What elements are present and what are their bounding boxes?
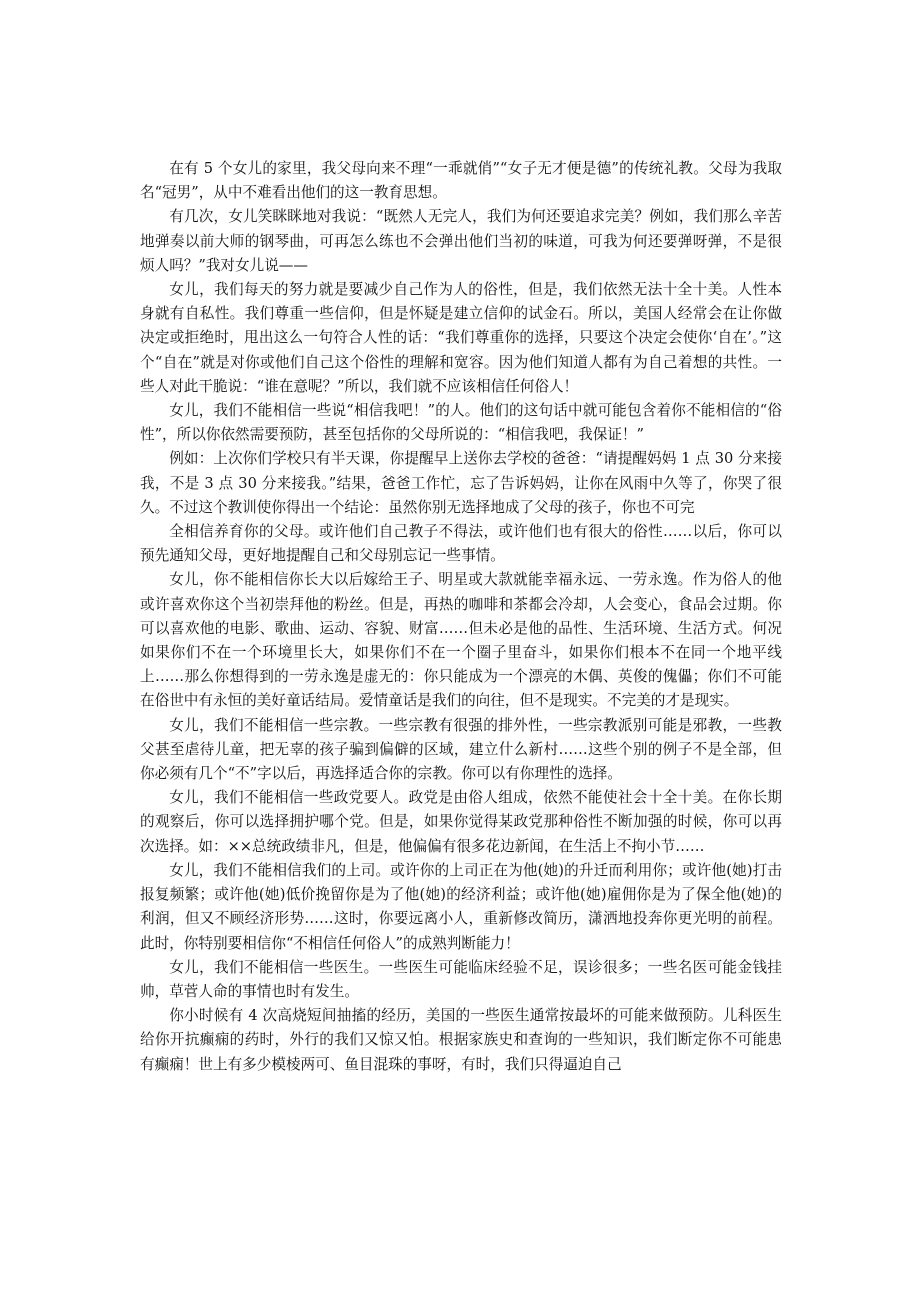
- paragraph-3: 女儿，我们每天的努力就是要减少自己作为人的俗性，但是，我们依然无法十全十美。人性本身就有自私性。我们尊重一些信仰，但是怀疑是建立信仰的试金石。所以，美国人经常会在让你做决定或拒绝时，甩出这么一句符合人性的话：“我们尊重你的选择，只要这个决定会使你‘自在’。”这个“自在”就是对你或他们自己这个俗性的理解和宽容。因为他们知道人都有为自己着想的共性。一些人对此干脆说：“谁在意呢？”所以，我们就不应该相信任何俗人！: [140, 281, 782, 395]
- paragraph-4: 女儿，我们不能相信一些说“相信我吧！”的人。他们的这句话中就可能包含着你不能相信的“俗性”，所以你依然需要预防，甚至包括你的父母所说的：“相信我吧，我保证！”: [140, 402, 782, 444]
- paragraph-12: 你小时候有 4 次高烧短间抽搐的经历，美国的一些医生通常按最坏的可能来做预防。儿科医生给你开抗癫痫的药时，外行的我们又惊又怕。根据家族史和查询的一些知识，我们断定你不可能患有癫痫！世上有多少模棱两可、鱼目混珠的事呀，有时，我们只得逼迫自己: [140, 1007, 782, 1073]
- paragraph-8: 女儿，我们不能相信一些宗教。一些宗教有很强的排外性，一些宗教派别可能是邪教，一些教父甚至虐待儿童，把无辜的孩子骗到偏僻的区域，建立什么新村……这些个别的例子不是全部，但你必须有几个“不”字以后，再选择适合你的宗教。你可以有你理性的选择。: [140, 716, 782, 783]
- paragraph-2: 有几次，女儿笑眯眯地对我说：“既然人无完人，我们为何还要追求完美？例如，我们那么辛苦地弹奏以前大师的钢琴曲，可再怎么练也不会弹出他们当初的味道，可我为何还要弹呀弹，不是很烦人吗？”我对女儿说——: [140, 208, 782, 274]
- paragraph-11: 女儿，我们不能相信一些医生。一些医生可能临床经验不足，误诊很多；一些名医可能金钱挂帅，草菅人命的事情也时有发生。: [140, 958, 782, 1000]
- paragraph-7: 女儿，你不能相信你长大以后嫁给王子、明星或大款就能幸福永远、一劳永逸。作为俗人的他或许喜欢你这个当初崇拜他的粉丝。但是，再热的咖啡和茶都会冷却，人会变心，食品会过期。你可以喜欢他的电影、歌曲、运动、容貌、财富……但未必是他的品性、生活环境、生活方式。何况如果你们不在一个环境里长大，如果你们不在一个圈子里奋斗，如果你们根本不在同一个地平线上……那么你想得到的一劳永逸是虚无的：你只能成为一个漂亮的木偶、英俊的傀儡；你们不可能在俗世中有永恒的美好童话结局。爱情童话是我们的向往，但不是现实。不完美的才是现实。: [140, 571, 782, 710]
- document-body: [140, 157, 782, 1077]
- paragraph-6: 全相信养育你的父母。或许他们自己教子不得法，或许他们也有很大的俗性……以后，你可以预先通知父母，更好地提醒自己和父母别忘记一些事情。: [140, 523, 782, 565]
- paragraph-10: 女儿，我们不能相信我们的上司。或许你的上司正在为他(她)的升迁而利用你；或许他(她)打击报复频繁；或许他(她)低价挽留你是为了他(她)的经济利益；或许他(她)雇佣你是为了保全他(她)的利润，但又不顾经济形势……这时，你要远离小人，重新修改简历，潇洒地投奔你更光明的前程。此时，你特别要相信你“不相信任何俗人”的成熟判断能力！: [140, 861, 782, 952]
- paragraph-1: 在有 5 个女儿的家里，我父母向来不理“一乖就俏”“女子无才便是德”的传统礼教。父母为我取名“冠男”，从中不难看出他们的这一教育思想。: [140, 160, 782, 202]
- paragraph-9: 女儿，我们不能相信一些政党要人。政党是由俗人组成，依然不能使社会十全十美。在你长期的观察后，你可以选择拥护哪个党。但是，如果你觉得某政党那种俗性不断加强的时候，你可以再次选择。如：××总统政绩非凡，但是，他偏偏有很多花边新闻，在生活上不拘小节……: [140, 789, 782, 855]
- paragraph-5: 例如：上次你们学校只有半天课，你提醒早上送你去学校的爸爸：“请提醒妈妈 1 点 30 分来接我，不是 3 点 30 分来接我。”结果，爸爸工作忙，忘了告诉妈妈，让你在风雨中久等了，你哭了很久。不过这个教训使你得出一个结论：虽然你别无选择地成了父母的孩子，你也不可完: [140, 450, 782, 516]
